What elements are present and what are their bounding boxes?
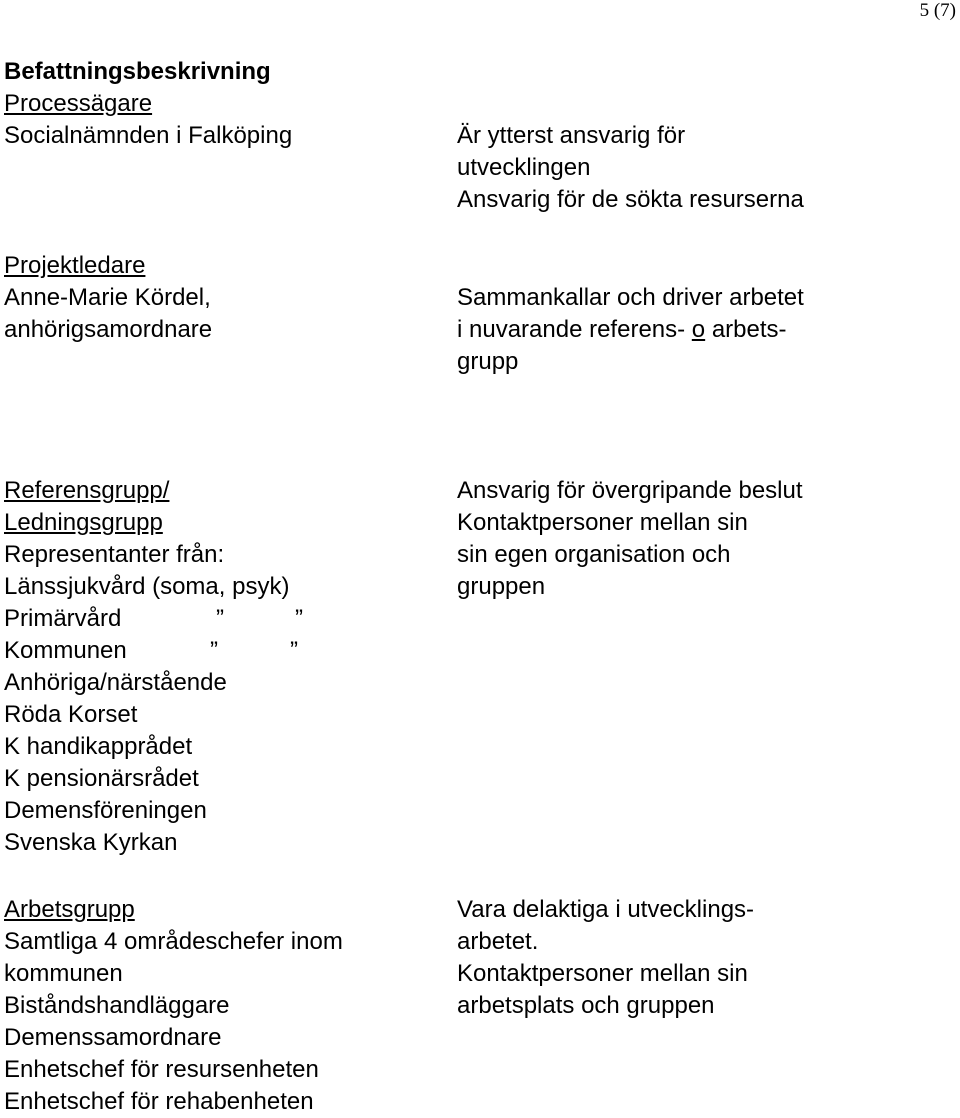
work-group-right	[457, 894, 937, 1022]
work-group-member: Biståndshandläggare	[4, 992, 230, 1019]
document-heading: Befattningsbeskrivning	[4, 58, 271, 85]
reference-group-title: Referensgrupp/	[4, 477, 170, 504]
work-group-member: Enhetschef för rehabenheten	[4, 1088, 314, 1115]
member-line-ditto	[4, 635, 444, 667]
work-group-duty: arbetsplats och gruppen	[457, 992, 715, 1019]
member-line: K handikapprådet	[4, 733, 193, 760]
process-owner-duty: utvecklingen	[457, 154, 591, 181]
work-group-member: Enhetschef för resursenheten	[4, 1056, 319, 1083]
member-line: K pensionärsrådet	[4, 765, 199, 792]
project-leader-left	[4, 250, 444, 346]
work-group-left	[4, 894, 444, 1118]
member-line: Länssjukvård (soma, psyk)	[4, 573, 290, 600]
project-leader-title: Projektledare	[4, 252, 146, 279]
process-owner-right	[457, 120, 937, 216]
ditto-mark: ”	[216, 605, 224, 632]
duty-text: i nuvarande referens-	[457, 316, 692, 343]
member-line-ditto	[4, 603, 444, 635]
process-owner-duty: Ansvarig för de sökta resurserna	[457, 186, 804, 213]
work-group-member: Samtliga 4 områdeschefer inom	[4, 928, 343, 955]
member-line: Demensföreningen	[4, 797, 207, 824]
work-group-duty: Kontaktpersoner mellan sin	[457, 960, 748, 987]
duty-text: arbets-	[705, 316, 787, 343]
work-group-member: kommunen	[4, 960, 123, 987]
reference-group-duty: Kontaktpersoner mellan sin	[457, 509, 748, 536]
reference-group-duty: Ansvarig för övergripande beslut	[457, 477, 803, 504]
member-line: Representanter från:	[4, 541, 225, 568]
project-leader-duty: grupp	[457, 348, 519, 375]
process-owner-name: Socialnämnden i Falköping	[4, 122, 293, 149]
project-leader-right	[457, 282, 937, 378]
ditto-mark: ”	[295, 605, 303, 632]
member-line: Röda Korset	[4, 701, 138, 728]
reference-group-duty: sin egen organisation och	[457, 541, 731, 568]
work-group-title: Arbetsgrupp	[4, 896, 135, 923]
work-group-duty: Vara delaktiga i utvecklings-	[457, 896, 755, 923]
process-owner-duty: Är ytterst ansvarig för	[457, 122, 686, 149]
member-line: Anhöriga/närstående	[4, 669, 227, 696]
project-leader-duty	[457, 314, 937, 346]
reference-group-duty: gruppen	[457, 573, 546, 600]
reference-group-right	[457, 475, 937, 603]
ditto-mark: ”	[290, 637, 298, 664]
work-group-duty: arbetet.	[457, 928, 539, 955]
member-label: Kommunen	[4, 637, 127, 664]
process-owner-left	[4, 56, 444, 152]
page-number: 5 (7)	[919, 0, 956, 21]
process-owner-title: Processägare	[4, 90, 153, 117]
project-leader-duty: Sammankallar och driver arbetet	[457, 284, 804, 311]
ditto-mark: ”	[210, 637, 218, 664]
member-label: Primärvård	[4, 605, 122, 632]
management-group-title: Ledningsgrupp	[4, 509, 163, 536]
project-leader-name: Anne-Marie Kördel,	[4, 284, 211, 311]
member-line: Svenska Kyrkan	[4, 829, 178, 856]
work-group-member: Demenssamordnare	[4, 1024, 222, 1051]
reference-group-left	[4, 475, 444, 859]
project-leader-role: anhörigsamordnare	[4, 316, 213, 343]
duty-underlined-word: o	[691, 316, 706, 343]
